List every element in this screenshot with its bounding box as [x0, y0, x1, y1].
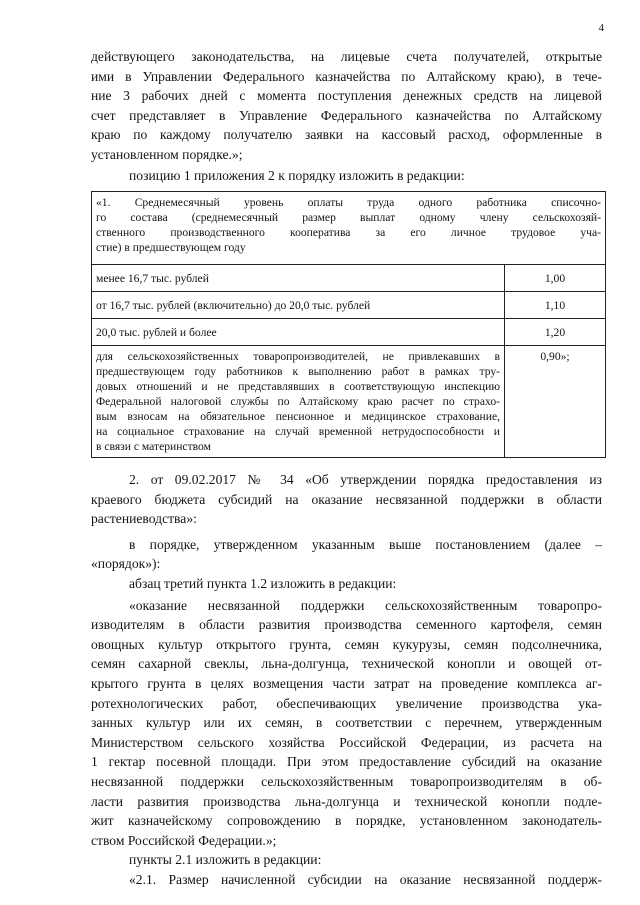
table-label-line: для сельскохозяйственных товаропроизводителей, не привлекавших в: [96, 350, 500, 363]
table-label-cell: [92, 292, 505, 319]
table-label-line: довых отношений и не представлявших в соответствующую инспекцию: [96, 380, 500, 393]
table-header-row: [92, 192, 606, 265]
table-value-cell: 1,10: [505, 292, 606, 319]
table-label-line: Федеральной налоговой службы по Алтайскому краю расчет по страхо-: [96, 395, 500, 408]
table-label-cell: [92, 265, 505, 292]
table-header-line: ственного производственного кооператива за его личное трудовое уча-: [96, 226, 601, 239]
table-value-cell: 0,90»;: [505, 346, 606, 458]
intro-line: счет представляет в Управление Федерального казначейства по Алтайскому: [91, 107, 602, 123]
section2-heading-line: растениеводства»:: [91, 511, 197, 527]
table-header-cell: [92, 192, 606, 265]
section2-heading-line: краевого бюджета субсидий на оказание несвязанной поддержки в области: [91, 491, 602, 507]
table-row: [92, 292, 606, 319]
quote-line: ротехнологических работ, обеспечивающих увеличение производства ука-: [91, 695, 602, 711]
intro-line: ими в Управлении Федерального казначейства по Алтайскому краю), в тече-: [91, 68, 602, 84]
page-number: 4: [598, 22, 604, 34]
paragraph-intro: [91, 47, 602, 165]
quote-line: 1 гектар посевной площади. При этом предоставление субсидий на оказание: [91, 754, 602, 770]
table-label-line: менее 16,7 тыс. рублей: [96, 271, 209, 285]
quote-line: ством Российской Федерации.»;: [91, 832, 277, 848]
intro-line: ние 3 рабочих дней с момента поступления денежных средств на лицевой: [91, 88, 602, 104]
position-line: позицию 1 приложения 2 к порядку изложить в редакции:: [129, 168, 465, 183]
table-value-cell: 1,00: [505, 265, 606, 292]
table-label-line: от 16,7 тыс. рублей (включительно) до 20,0 тыс. рублей: [96, 298, 371, 312]
quote-line: «оказание несвязанной поддержки сельскохозяйственным товаропро-: [129, 597, 602, 613]
table-label-cell: [92, 346, 505, 458]
table-row: [92, 346, 606, 458]
coefficient-table: [91, 191, 606, 458]
table-header-line: стие) в предшествующем году: [96, 241, 246, 254]
quote-line: ласти развития производства льна-долгунца и технической конопли подле-: [91, 793, 602, 809]
table-label-line: вым взносам на обязательное пенсионное и медицинское страхование,: [96, 410, 500, 423]
table-header-line: го состава (среднемесячный размер выплат одному члену сельскохозяй-: [96, 211, 601, 224]
last-line: «2.1. Размер начисленной субсидии на оказание несвязанной поддерж-: [129, 871, 602, 887]
quote-line: семян сахарной свеклы, льна-долгунца, технической конопли и овощей от-: [91, 656, 602, 672]
table-row: [92, 319, 606, 346]
table-label-line: 20,0 тыс. рублей и более: [96, 325, 217, 339]
table-label-line: на социальное страхование на случай временной нетрудоспособности и: [96, 425, 500, 438]
quote-line: занных культур или их семян, в соответствии с перечнем, утвержденным: [91, 715, 602, 731]
points-line: пункты 2.1 изложить в редакции:: [129, 852, 322, 868]
position-paragraph: [91, 166, 602, 186]
quote-line: овощных культур открытого грунта, семян кукурузы, семян подсолнечника,: [91, 636, 602, 652]
abzac-line: абзац третий пункта 1.2 изложить в редакции:: [129, 575, 397, 591]
table-header-line: «1. Среднемесячный уровень оплаты труда одного работника списочно-: [96, 196, 601, 209]
quote-line: Министерством сельского хозяйства Российской Федерации, из расчета на: [91, 734, 602, 750]
intro-line: краю по каждому получателю заявки на кассовый расход, оформленные в: [91, 127, 602, 143]
intro-line: установленном порядке.»;: [91, 146, 243, 162]
table-row: [92, 265, 606, 292]
order-line: в порядке, утвержденном указанным выше постановлением (далее –: [129, 536, 602, 552]
order-line: «порядок»):: [91, 556, 161, 572]
section-2: [91, 470, 602, 889]
quote-line: изводителям в области развития производства семенного картофеля, семян: [91, 617, 602, 633]
table-label-cell: [92, 319, 505, 346]
intro-line: действующего законодательства, на лицевые счета получателей, открытые: [91, 49, 602, 64]
quote-line: жит казначейскому сопровождению в порядке, установленном законодатель-: [91, 813, 602, 829]
section2-heading-line: 2. от 09.02.2017 № 34 «Об утверждении порядка предоставления из: [129, 472, 602, 487]
table-value-cell: 1,20: [505, 319, 606, 346]
table-label-line: предшествующем году работников к выполнению работ в рамках тру-: [96, 365, 500, 378]
quote-line: крытого грунта в целях возмещения части затрат на проведение комплекса аг-: [91, 675, 602, 691]
quote-line: несвязанной поддержки сельскохозяйственным товаропроизводителям в об-: [91, 773, 602, 789]
table-label-line: в связи с материнством: [96, 440, 211, 453]
